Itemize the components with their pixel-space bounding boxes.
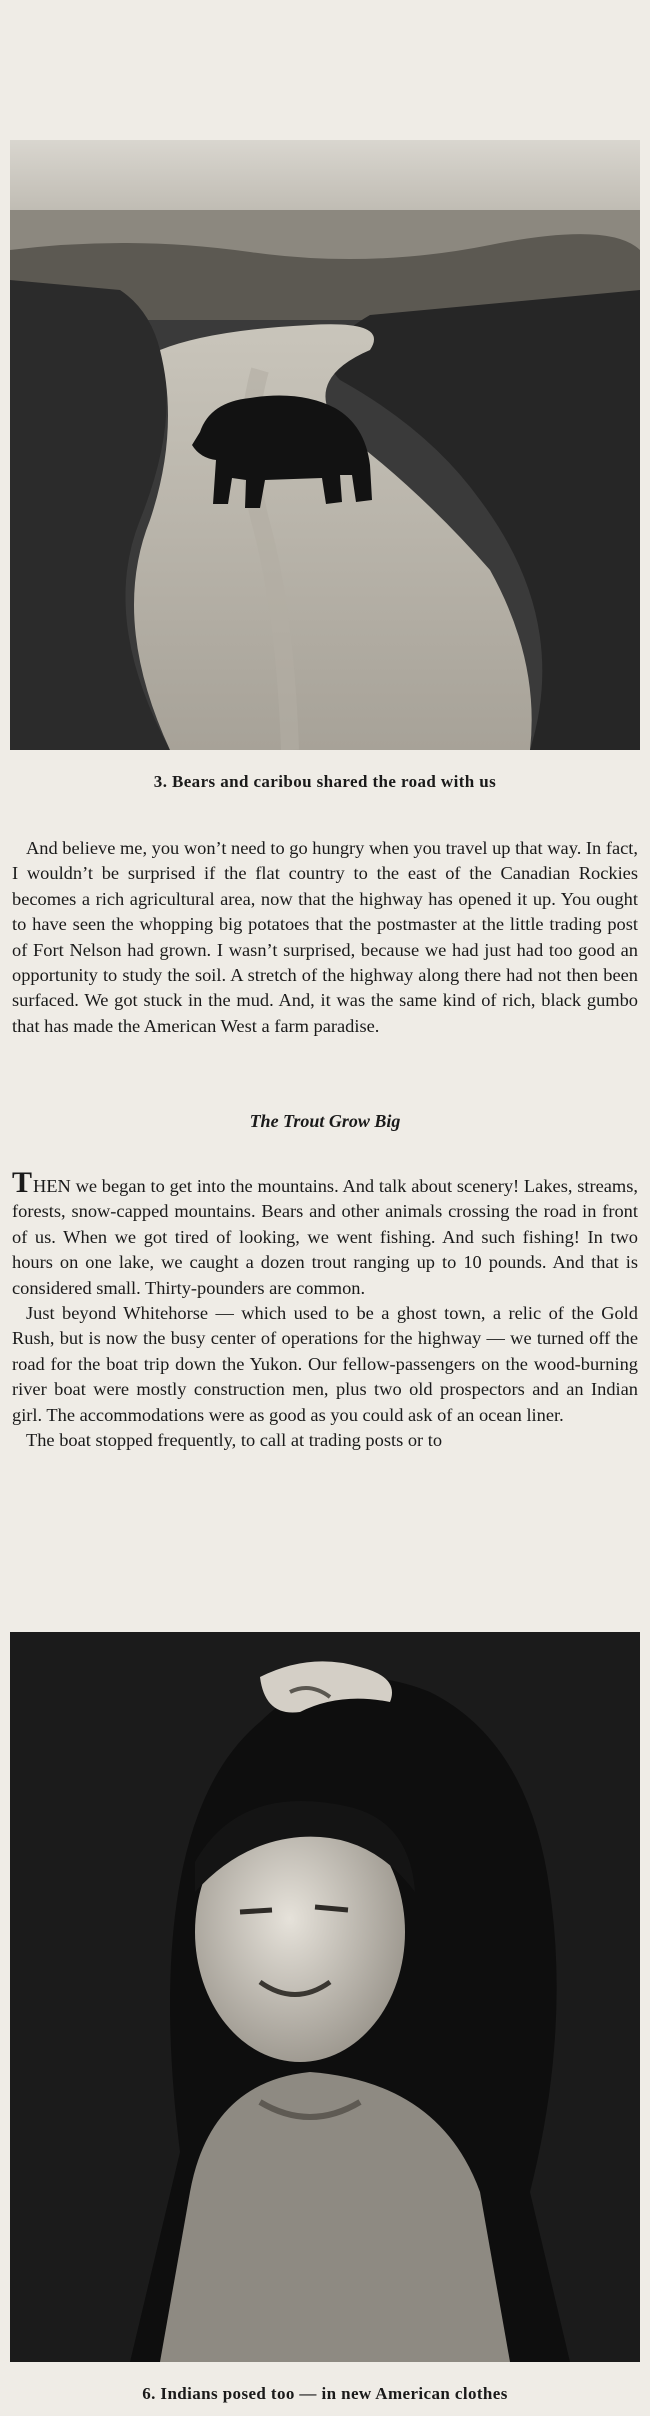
article-section-highway <box>12 836 638 1039</box>
portrait-photo <box>10 1632 640 2362</box>
paragraph: And believe me, you won’t need to go hungry when you travel up that way. In fact, I wouldn’t be surprised if the flat country to the east of the Canadian Rockies becomes a rich agricultural area, now that the highway has opened it up. You ought to have seen the whopping big potatoes that the postmaster at the little trading post of Fort Nelson had grown. I wasn’t surprised, because we had just had too good an opportunity to study the soil. A stretch of the highway along there had not then been surfaced. We got stuck in the mud. And, it was the same kind of rich, black gumbo that has made the American West a farm paradise. <box>12 838 638 1036</box>
lead-word: HEN <box>33 1176 71 1196</box>
paragraph: Just beyond Whitehorse — which used to be a ghost town, a relic of the Gold Rush, but is now the busy center of operations for the highway — we turned off the road for the boat trip down the Yukon. Our fellow-passengers on the wood-burning river boat were mostly construction men, plus two old prospectors and an Indian girl. The accommodations were as good as you could ask of an ocean liner. <box>12 1303 638 1425</box>
photo-caption: 3. Bears and caribou shared the road with us <box>153 772 497 791</box>
bear-road-image <box>10 140 640 750</box>
paragraph: The boat stopped frequently, to call at trading posts or to <box>26 1430 443 1451</box>
photo-caption: 6. Indians posed too — in new American clothes <box>142 2384 508 2403</box>
drop-cap: T <box>12 1166 34 1199</box>
paragraph-lead <box>12 1166 638 1301</box>
paragraph-text: we began to get into the mountains. And talk about scenery! Lakes, streams, forests, snow-capped mountains. Bears and other animals crossing the road in front of us. When we got tired of looking, we went fishing. And such fishing! In two hours on one lake, we caught a dozen trout ranging up to 10 pounds. And that is considered small. Thirty-pounders are common. <box>12 1176 638 1298</box>
bear-photo <box>10 140 640 750</box>
article-section-trout <box>12 1166 638 1453</box>
section-heading: The Trout Grow Big <box>249 1111 401 1131</box>
portrait-image <box>10 1632 640 2362</box>
